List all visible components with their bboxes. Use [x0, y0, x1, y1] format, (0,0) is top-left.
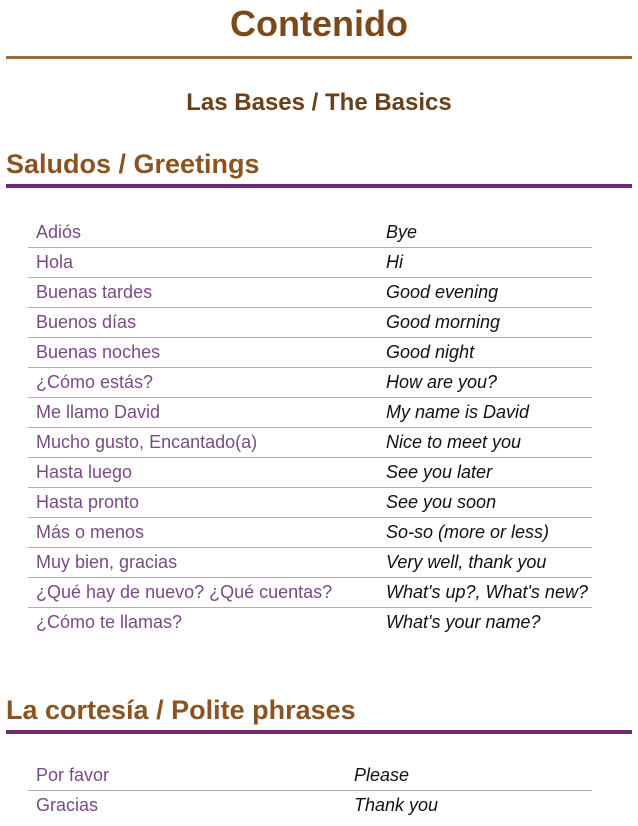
table-row: [28, 488, 592, 518]
english-phrase: Please: [354, 765, 410, 785]
spanish-phrase: Adiós: [36, 222, 82, 242]
spanish-phrase: Buenas tardes: [36, 282, 153, 302]
table-row: [28, 578, 592, 608]
table-row: [28, 791, 592, 821]
table-row: [28, 608, 592, 638]
table-row: [28, 338, 592, 368]
english-phrase: See you soon: [386, 492, 497, 512]
page-title: Contenido: [230, 3, 408, 44]
spanish-phrase: Gracias: [36, 795, 99, 815]
english-phrase: My name is David: [386, 402, 530, 422]
spanish-phrase: Mucho gusto, Encantado(a): [36, 432, 258, 452]
english-phrase: Bye: [386, 222, 418, 242]
table-row: [28, 428, 592, 458]
table-row: [28, 761, 592, 791]
greetings-table: [28, 218, 592, 637]
english-phrase: Good evening: [386, 282, 499, 302]
english-phrase: Very well, thank you: [386, 552, 547, 572]
english-phrase: Hi: [386, 252, 403, 272]
spanish-phrase: ¿Qué hay de nuevo? ¿Qué cuentas?: [36, 582, 333, 602]
spanish-phrase: Más o menos: [36, 522, 145, 542]
table-row: [28, 548, 592, 578]
spanish-phrase: Buenos días: [36, 312, 137, 332]
table-row: [28, 248, 592, 278]
english-phrase: Thank you: [354, 795, 439, 815]
page-subtitle: Las Bases / The Basics: [186, 89, 452, 116]
spanish-phrase: ¿Cómo estás?: [36, 372, 154, 392]
table-row: [28, 368, 592, 398]
english-phrase: What's your name?: [386, 612, 541, 632]
spanish-phrase: Buenas noches: [36, 342, 161, 362]
spanish-phrase: Hola: [36, 252, 74, 272]
english-phrase: So-so (more or less): [386, 522, 550, 542]
spanish-phrase: Me llamo David: [36, 402, 161, 422]
spanish-phrase: ¿Cómo te llamas?: [36, 612, 183, 632]
spanish-phrase: Muy bien, gracias: [36, 552, 178, 572]
table-row: [28, 308, 592, 338]
section-divider-greetings: [6, 184, 632, 188]
english-phrase: Good night: [386, 342, 475, 362]
table-row: [28, 278, 592, 308]
table-row: [28, 458, 592, 488]
english-phrase: How are you?: [386, 372, 498, 392]
section-heading-polite-phrases: La cortesía / Polite phrases: [6, 695, 356, 725]
spanish-phrase: Por favor: [36, 765, 110, 785]
english-phrase: See you later: [386, 462, 493, 482]
english-phrase: What's up?, What's new?: [386, 582, 588, 602]
spanish-phrase: Hasta pronto: [36, 492, 140, 512]
english-phrase: Good morning: [386, 312, 501, 332]
section-divider-polite-phrases: [6, 730, 632, 734]
section-heading-greetings: Saludos / Greetings: [6, 149, 260, 179]
polite-phrases-table: [28, 761, 592, 820]
english-phrase: Nice to meet you: [386, 432, 522, 452]
spanish-phrase: Hasta luego: [36, 462, 133, 482]
table-row: [28, 218, 592, 248]
title-divider: [6, 56, 632, 59]
table-row: [28, 398, 592, 428]
table-row: [28, 518, 592, 548]
